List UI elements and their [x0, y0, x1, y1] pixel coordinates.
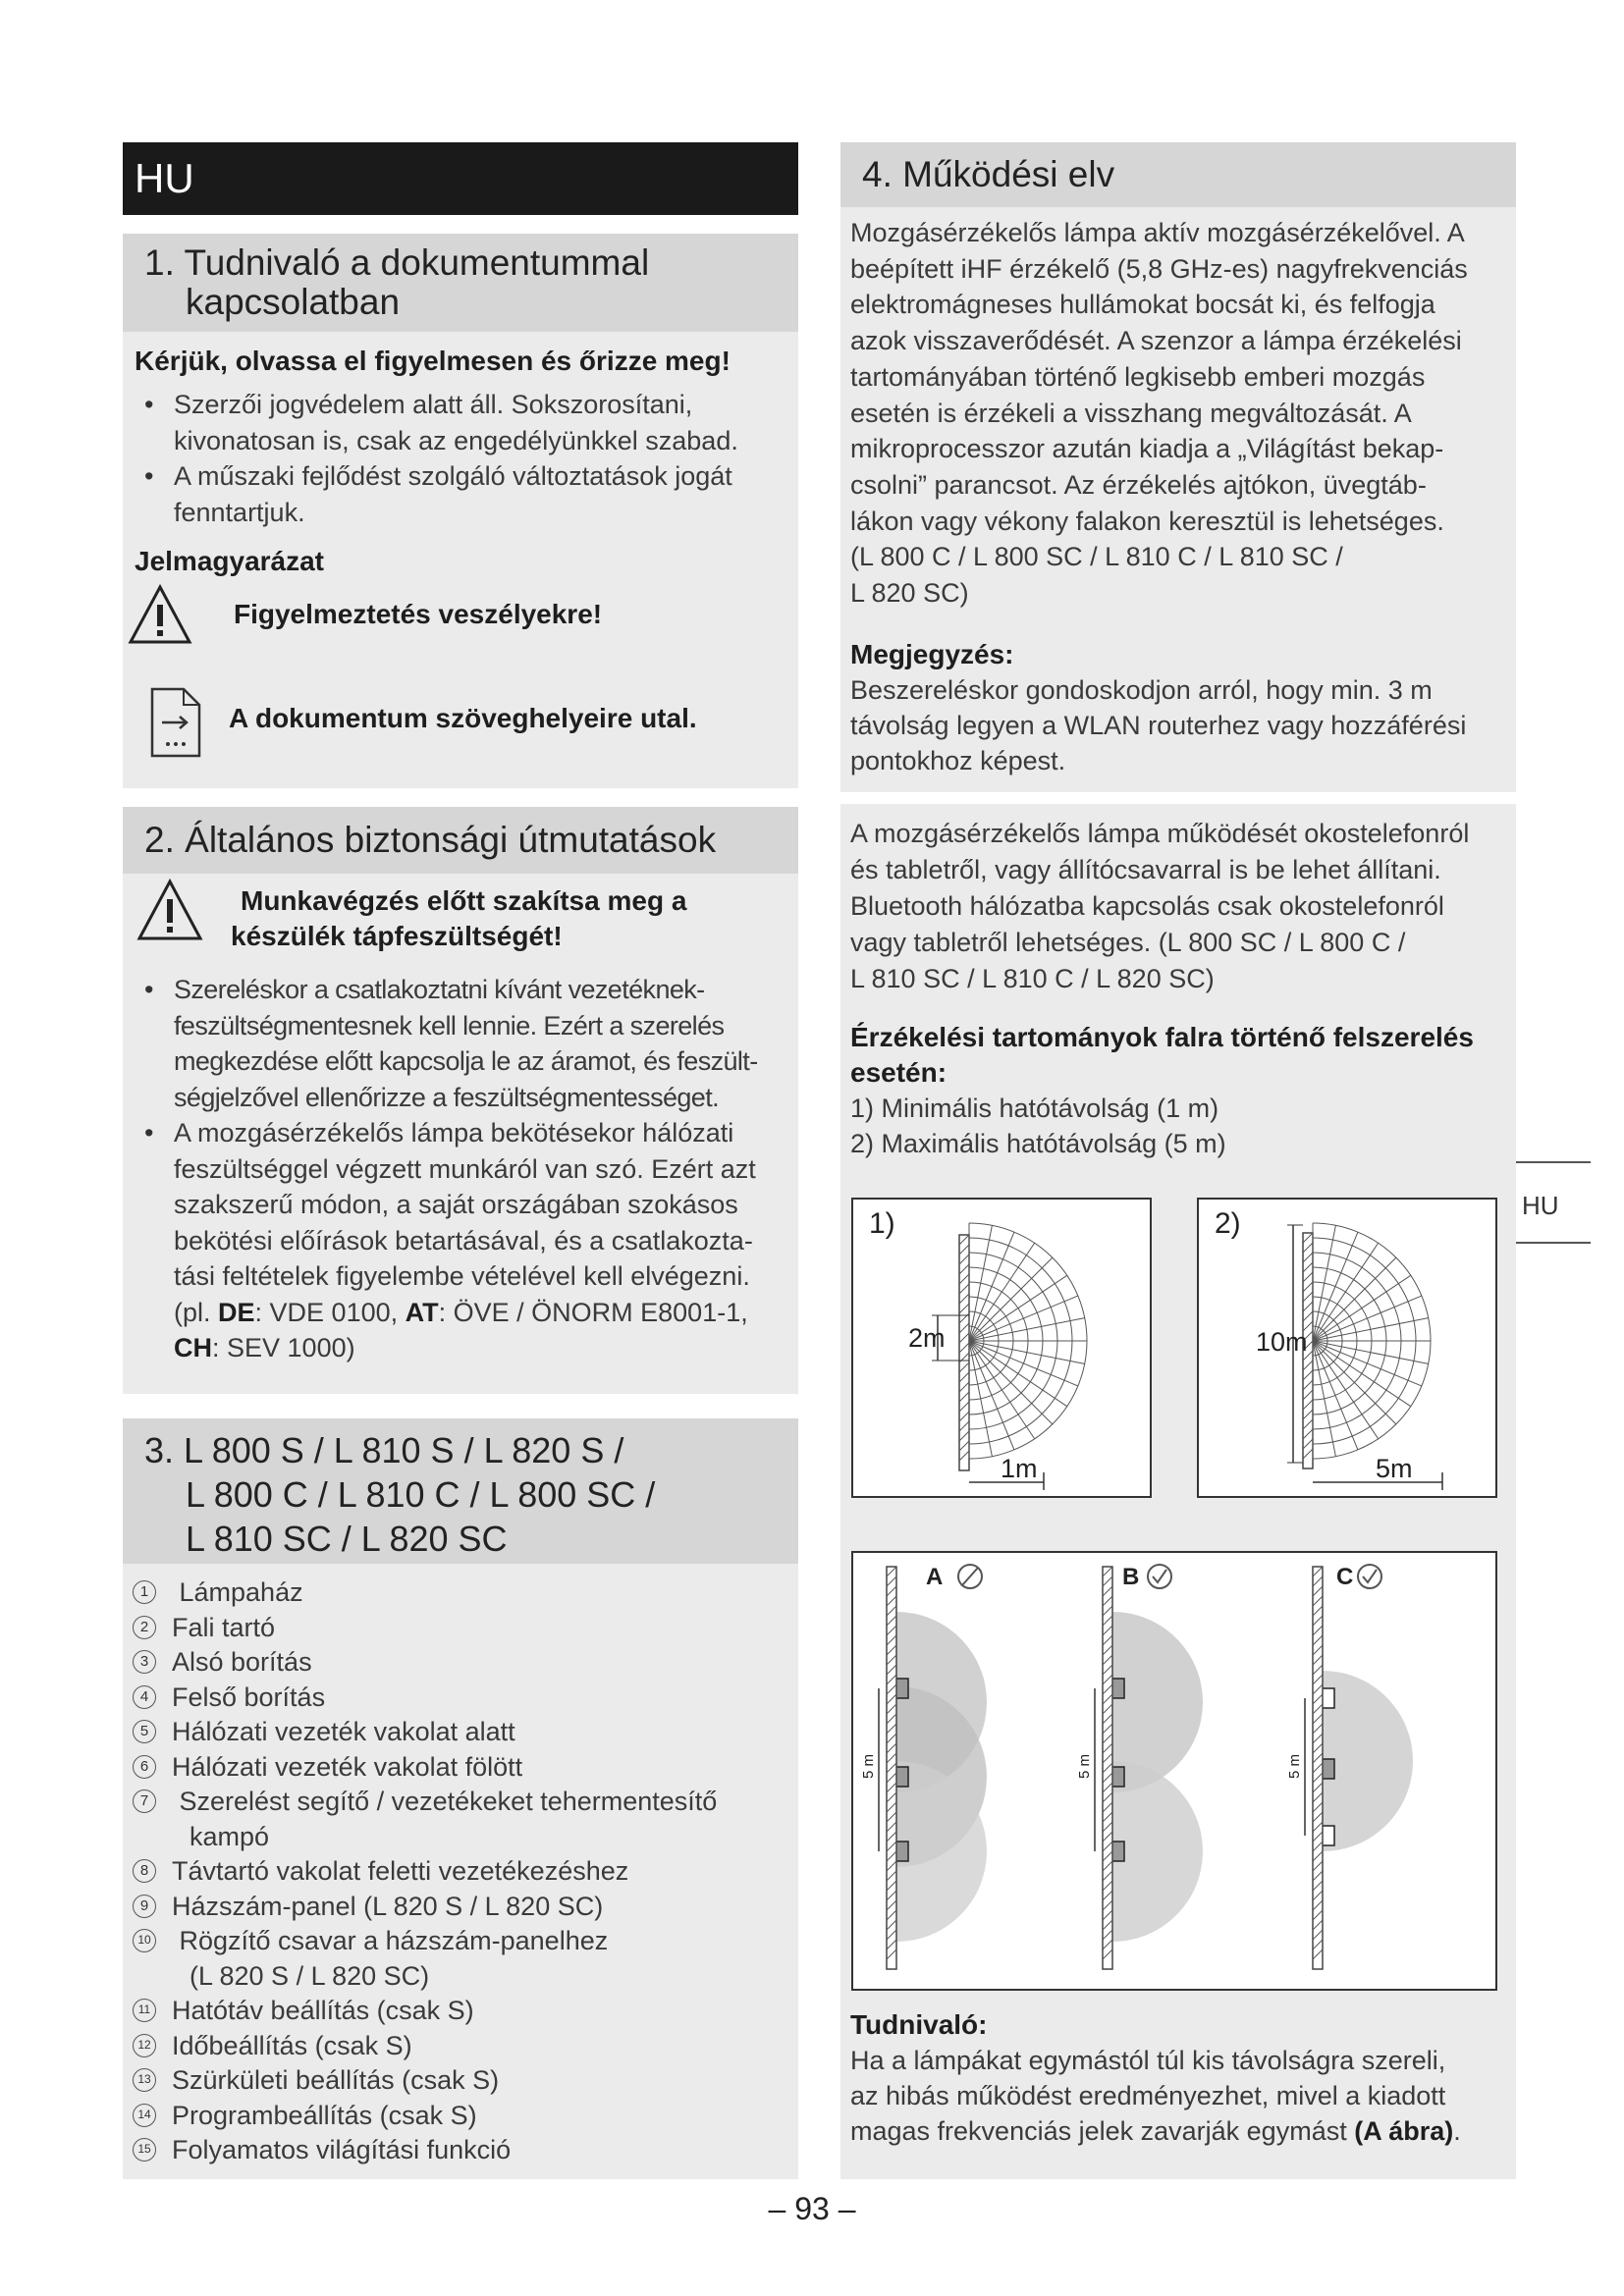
number-badge: 1 [133, 1580, 156, 1604]
list-item: 14 Programbeállítás (csak S) [133, 2099, 790, 2134]
height-label: 10m [1256, 1327, 1308, 1357]
number-badge: 3 [133, 1650, 156, 1674]
list-item: • Szerzői jogvédelem alatt áll. Sokszorosítani, kivonatosan is, csak az engedélyünkkel szabad. [135, 387, 786, 458]
tip-block: Tudnivaló: Ha a lámpákat egymástól túl kis távolságra szereli, az hibás működést eredményezhet, mivel a kiadott magas frekvenciás jelek zavarják egymást (A ábra). [850, 2009, 1461, 2146]
legend-doc-row: A dokumentum szöveghelyeire utal. [150, 687, 798, 766]
list-item: 10 Rögzítő csavar a házszám-panelhez (L 820 S / L 820 SC) [133, 1924, 790, 1994]
legend-title: Jelmagyarázat [135, 546, 325, 576]
number-badge: 9 [133, 1895, 156, 1918]
section-1-panel [123, 234, 798, 788]
warning-triangle-icon [128, 583, 192, 646]
section-4-divider [840, 792, 1516, 804]
list-item: 6 Hálózati vezeték vakolat fölött [133, 1750, 790, 1786]
language-tag [123, 142, 798, 215]
list-item: 9 Házszám-panel (L 820 S / L 820 SC) [133, 1890, 790, 1925]
side-tab [1516, 1161, 1591, 1244]
norms-line: (pl. DE: VDE 0100, AT: ÖVE / ÖNORM E8001-1, [174, 1297, 748, 1327]
norms-line: CH: SEV 1000) [174, 1333, 355, 1362]
number-badge: 14 [133, 2104, 156, 2127]
note-block: Megjegyzés: Beszereléskor gondoskodjon arról, hogy min. 3 m távolság legyen a WLAN routerhez vagy hozzáférési pontokhoz képest. [850, 639, 1467, 775]
range-block: Érzékelési tartományok falra történő felszerelés esetén: 1) Minimális hatótávolság (1 m) 2) Maximális hatótávolság (5 m) [850, 1022, 1474, 1158]
legend-warning-row: Figyelmeztetés veszélyekre! [128, 583, 776, 652]
number-badge: 4 [133, 1685, 156, 1709]
number-badge: 8 [133, 1859, 156, 1883]
list-item: 12 Időbeállítás (csak S) [133, 2029, 790, 2064]
list-item: 3 Alsó borítás [133, 1645, 790, 1681]
parts-list [133, 1575, 790, 2168]
list-item: • Szereléskor a csatlakoztatni kívánt vezetéknek- feszültségmentesnek kell lennie. Ezért a szerelés megkezdése előtt kapcsolja le az áramot, és feszült- ségjelzővel ellenőrizze a feszültségmentességet. [135, 972, 798, 1115]
document-reference-icon [150, 687, 201, 758]
language-tag-label: HU [135, 155, 194, 201]
section-4-title: 4. Működési elv [840, 142, 1516, 207]
height-label: 2m [908, 1323, 946, 1353]
figure-label: B [1122, 1564, 1140, 1590]
side-tab-label: HU [1522, 1191, 1559, 1220]
section-2-title: 2. Általános biztonsági útmutatások [123, 807, 798, 874]
read-instruction: Kérjük, olvassa el figyelmesen és őrizze meg! [135, 346, 731, 376]
section-3-title: 3. L 800 S / L 810 S / L 820 S / L 800 C / L 810 C / L 800 SC / L 810 SC / L 820 SC [123, 1418, 798, 1564]
number-badge: 10 [133, 1929, 156, 1952]
section-1-bullets [135, 387, 786, 530]
list-item: 7 Szerelést segítő / vezetékeket tehermentesítő kampó [133, 1785, 790, 1854]
list-item: 5 Hálózati vezeték vakolat alatt [133, 1715, 790, 1750]
section-2-panel [123, 807, 798, 1394]
interference-figure [851, 1551, 1497, 1991]
app-control-paragraph: A mozgásérzékelős lámpa működését okostelefonról és tabletről, vagy állítócsavarral is be lehet állítani. Bluetooth hálózatba kapcsolás csak okostelefonról vagy tabletről lehetséges. (L 800 SC / L 800 C / L 810 SC / L 810 C / L 820 SC) [850, 819, 1470, 993]
list-item: 11 Hatótáv beállítás (csak S) [133, 1994, 790, 2029]
list-item: 13 Szürkületi beállítás (csak S) [133, 2063, 790, 2099]
number-badge: 5 [133, 1720, 156, 1743]
warning-triangle-icon [135, 878, 204, 942]
range-figure-max [1197, 1198, 1497, 1498]
page-number: – 93 – [768, 2191, 856, 2226]
depth-label: 1m [1001, 1454, 1038, 1483]
section-2-bullets [135, 972, 798, 1366]
section-3-panel [123, 1418, 798, 2179]
svg-text:5 m: 5 m [860, 1753, 877, 1779]
number-badge: 11 [133, 1999, 156, 2022]
svg-text:5 m: 5 m [1076, 1753, 1093, 1779]
number-badge: 15 [133, 2138, 156, 2162]
figure-label: A [926, 1564, 944, 1590]
list-item: 1 Lámpaház [133, 1575, 790, 1611]
number-badge: 7 [133, 1789, 156, 1813]
depth-label: 5m [1376, 1454, 1413, 1483]
list-item: 2 Fali tartó [133, 1611, 790, 1646]
section-4-panel [840, 142, 1516, 2179]
list-item: • A mozgásérzékelős lámpa bekötésekor hálózati feszültséggel végzett munkáról van szó. Ezért azt szakszerű módon, a saját országában szokásos bekötési előírások betartásával, és a csatlakozta- tási feltételek figyelembe vételével kell elvégezni. (pl. DE: VDE 0100, AT: ÖVE / ÖNORM E8001-1, CH: SEV 1000) [135, 1115, 798, 1366]
list-item: • A műszaki fejlődést szolgáló változtatások jogát fenntartjuk. [135, 458, 786, 530]
principle-paragraph: Mozgásérzékelős lámpa aktív mozgásérzékelővel. A beépített iHF érzékelő (5,8 GHz-es) nagyfrekvenciás elektromágneses hullámokat bocsát ki, és felfogja azok visszaverődését. A szenzor a lámpa érzékelési tartományában történő legkisebb emberi mozgás esetén is érzékeli a visszhang megváltozását. A mikroprocesszor azután kiadja a „Világítást bekap- csolni” parancsot. Az érzékelés ajtókon, üvegtáb- lákon vagy vékony falakon keresztül is lehetséges. (L 800 C / L 800 SC / L 810 C / L 810 SC / L 820 SC) [850, 218, 1468, 609]
list-item: 4 Felső borítás [133, 1681, 790, 1716]
disconnect-warning: Munkavégzés előtt szakítsa meg a készülék tápfeszültségét! [231, 885, 687, 951]
number-badge: 2 [133, 1616, 156, 1639]
range-figure-min [851, 1198, 1152, 1498]
number-badge: 6 [133, 1755, 156, 1779]
figure-label: 1) [869, 1207, 895, 1240]
svg-text:5 m: 5 m [1286, 1753, 1303, 1779]
section-1-title: 1. Tudnivaló a dokumentummal kapcsolatban [123, 234, 798, 332]
number-badge: 12 [133, 2034, 156, 2057]
number-badge: 13 [133, 2068, 156, 2092]
figure-label: C [1336, 1564, 1354, 1590]
figure-label: 2) [1215, 1207, 1241, 1240]
list-item: 8 Távtartó vakolat feletti vezetékezéshez [133, 1854, 790, 1890]
list-item: 15 Folyamatos világítási funkció [133, 2133, 790, 2168]
